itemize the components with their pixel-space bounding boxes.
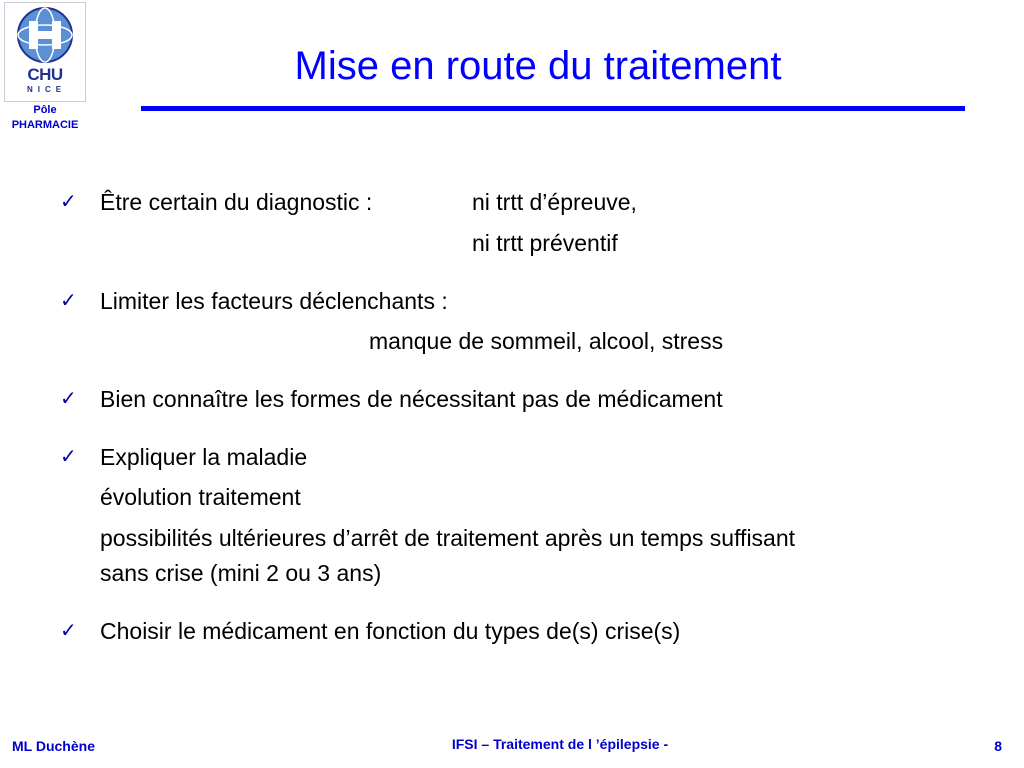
logo-nice-text: NICE xyxy=(26,85,67,94)
pole-line-1: Pôle xyxy=(33,104,57,116)
checkmark-icon: ✓ xyxy=(60,620,77,642)
checkmark-icon: ✓ xyxy=(60,290,77,312)
bullet-2-label: Limiter les facteurs déclenchants : xyxy=(100,288,448,314)
bullet-4-sub-1: évolution traitement xyxy=(100,484,301,510)
logo-chu-text: CHU xyxy=(27,65,63,84)
slide-title: Mise en route du traitement xyxy=(294,44,782,88)
title-underline xyxy=(141,106,965,111)
bullet-2-detail: manque de sommeil, alcool, stress xyxy=(369,328,724,354)
bullet-1-detail-1: ni trtt d’épreuve, xyxy=(472,189,637,215)
bullet-4-label: Expliquer la maladie xyxy=(100,444,308,470)
footer-course: IFSI – Traitement de l ’épilepsie - xyxy=(451,736,669,752)
bullet-1-detail-2: ni trtt préventif xyxy=(472,230,618,256)
checkmark-icon: ✓ xyxy=(60,446,77,468)
bullet-5-label: Choisir le médicament en fonction du types de(s) crise(s) xyxy=(100,618,681,644)
checkmark-icon: ✓ xyxy=(60,191,77,213)
chu-nice-logo xyxy=(4,2,86,102)
bullet-4-sub-2-line-2: sans crise (mini 2 ou 3 ans) xyxy=(100,560,382,586)
bullet-4-sub-2-line-1: possibilités ultérieures d’arrêt de traitement après un temps suffisant xyxy=(100,525,796,551)
chu-nice-logo-icon xyxy=(5,3,85,65)
footer-page-number: 8 xyxy=(994,738,1002,754)
footer-author: ML Duchène xyxy=(12,738,95,754)
bullet-3-label: Bien connaître les formes de nécessitant pas de médicament xyxy=(100,386,723,412)
checkmark-icon: ✓ xyxy=(60,388,77,410)
pole-line-2: PHARMACIE xyxy=(11,119,79,131)
pole-label xyxy=(0,103,90,133)
bullet-1-label: Être certain du diagnostic : xyxy=(100,189,373,215)
